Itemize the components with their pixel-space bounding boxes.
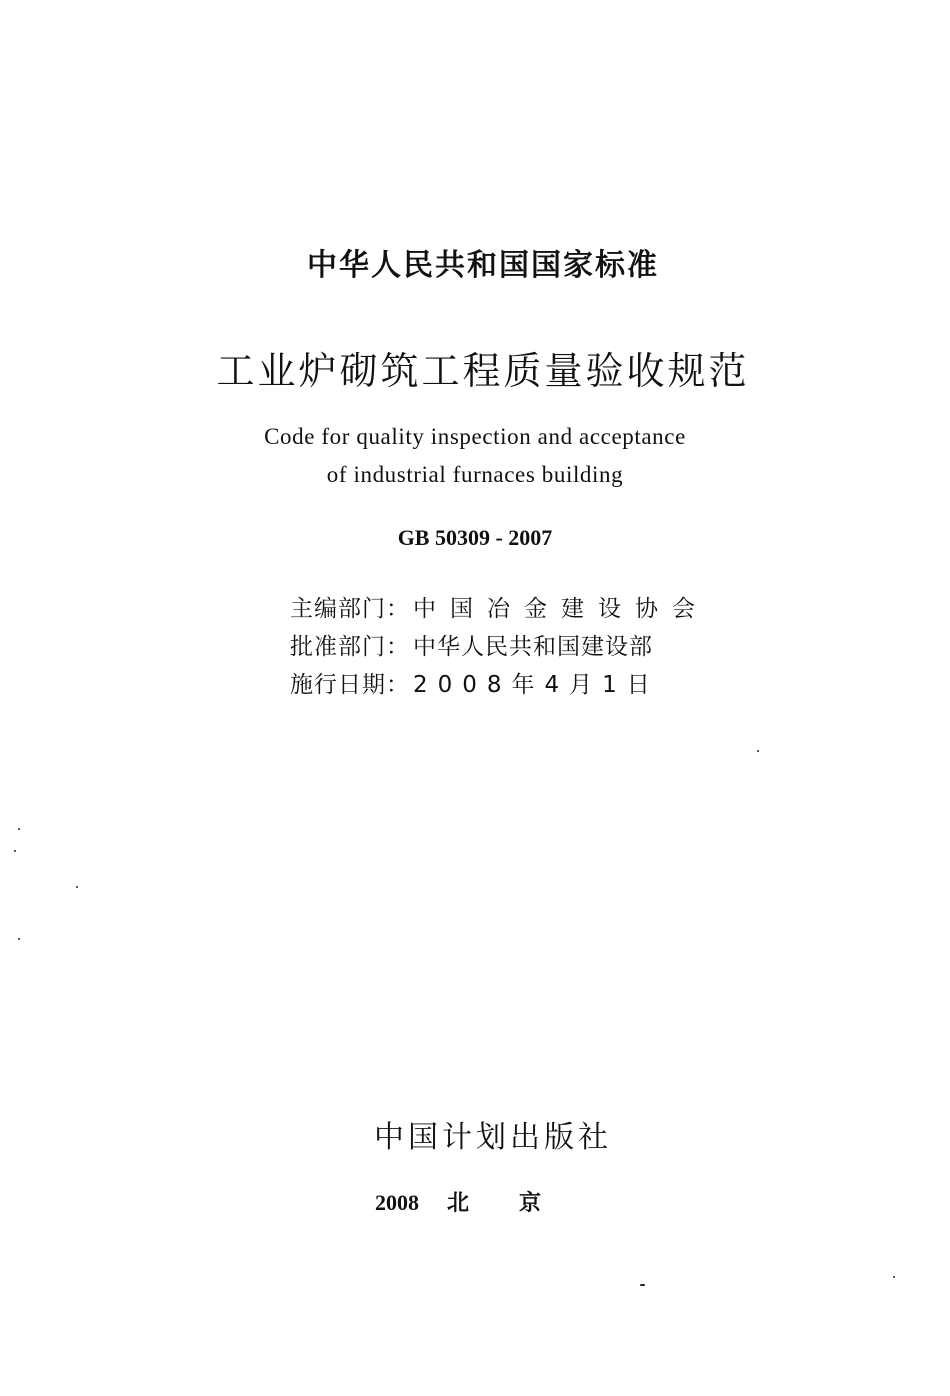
meta-row-approver [290,628,709,666]
editor-value: 中国冶金建设协会 [413,596,709,622]
meta-row-editor [290,590,709,628]
scan-speck [18,828,20,830]
imprint-year: 2008 [374,1190,419,1215]
standard-code: GB 50309 - 2007 [397,525,553,550]
date-label: 施行日期 [290,672,386,698]
scan-speck [14,850,16,852]
title-english-line-2: of industrial furnaces building [326,462,624,487]
title-english [0,418,950,494]
editor-separator: ： [386,596,409,622]
publisher-name: 中国计划出版社 [374,1120,612,1155]
scan-speck [640,1284,645,1286]
approver-separator: ： [386,634,409,660]
date-value: 2008年4月1日 [413,672,660,698]
meta-row-date [290,666,709,704]
scan-speck [18,938,20,940]
meta-block [290,590,709,704]
approver-value: 中华人民共和国建设部 [413,634,653,660]
scan-speck [76,886,78,888]
date-separator: ： [386,672,409,698]
scan-speck [893,1276,895,1278]
editor-label: 主编部门 [290,596,386,622]
title-english-line-1: Code for quality inspection and acceptance [264,424,686,449]
imprint-city: 北京 [446,1191,591,1216]
standard-series: 中华人民共和国国家标准 [307,248,659,283]
title-chinese: 工业炉砌筑工程质量验收规范 [216,349,750,393]
scan-speck [757,750,759,752]
approver-label: 批准部门 [290,634,386,660]
imprint-line [0,1186,950,1217]
